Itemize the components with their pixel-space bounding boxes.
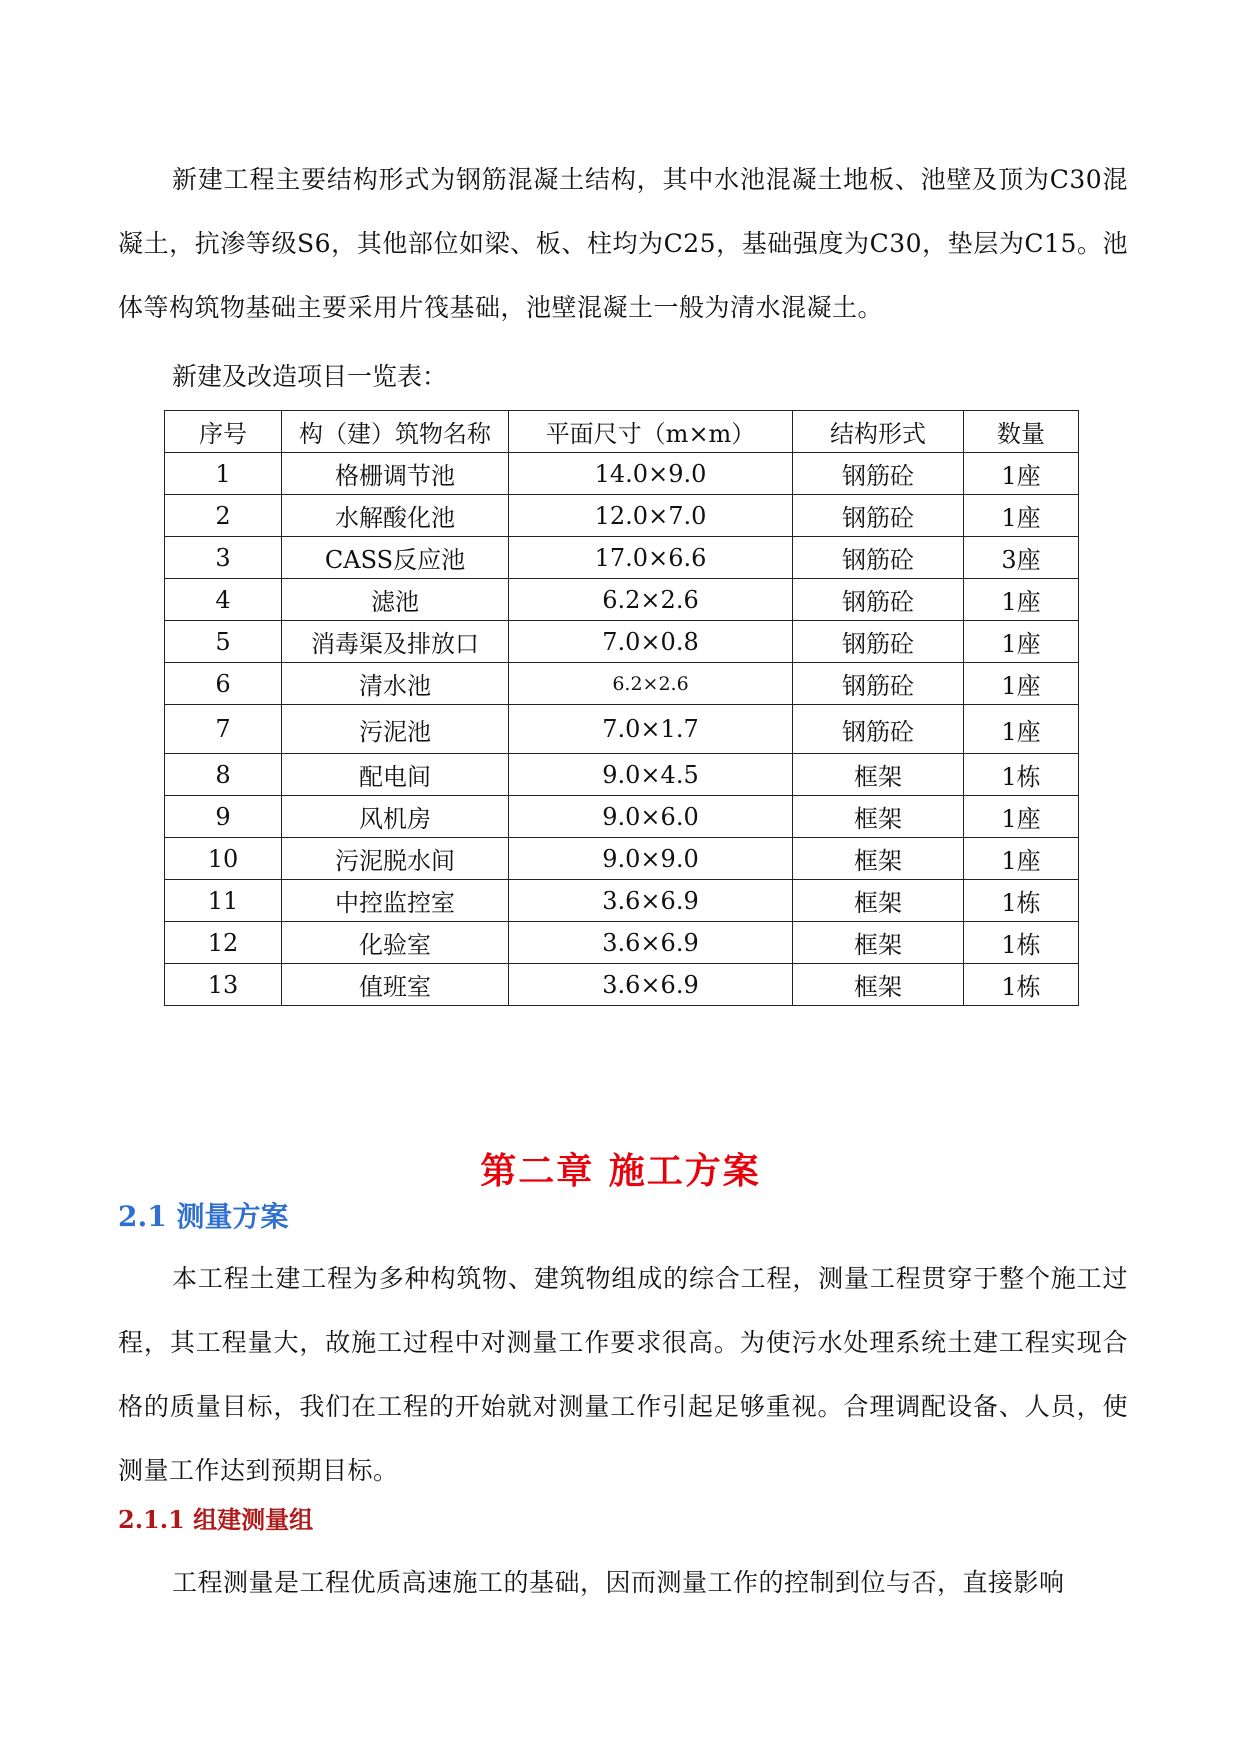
cell-name: 污泥池 [282, 705, 509, 754]
cell-size: 17.0×6.6 [509, 537, 793, 579]
cell-size: 14.0×9.0 [509, 453, 793, 495]
cell-name: CASS反应池 [282, 537, 509, 579]
cell-size: 3.6×6.9 [509, 922, 793, 964]
table-header-row [165, 411, 1079, 453]
cell-size: 9.0×9.0 [509, 838, 793, 880]
cell-structure: 框架 [793, 754, 964, 796]
cell-index: 9 [165, 796, 282, 838]
cell-index: 13 [165, 964, 282, 1006]
cell-size: 6.2×2.6 [509, 663, 793, 705]
table-row [165, 579, 1079, 621]
cell-name: 水解酸化池 [282, 495, 509, 537]
cell-name: 值班室 [282, 964, 509, 1006]
cell-structure: 框架 [793, 964, 964, 1006]
cell-structure: 框架 [793, 796, 964, 838]
table-caption: 新建及改造项目一览表： [172, 362, 448, 391]
cell-structure: 钢筋砼 [793, 663, 964, 705]
cell-quantity: 1栋 [964, 922, 1079, 964]
cell-index: 6 [165, 663, 282, 705]
cell-structure: 框架 [793, 838, 964, 880]
cell-quantity: 1栋 [964, 964, 1079, 1006]
project-table [164, 410, 1079, 1006]
table-row [165, 838, 1079, 880]
cell-index: 5 [165, 621, 282, 663]
cell-quantity: 1座 [964, 621, 1079, 663]
intro-paragraph: 新建工程主要结构形式为钢筋混凝土结构，其中水池混凝土地板、池壁及顶为C30混凝土，抗渗等级S6，其他部位如梁、板、柱均为C25，基础强度为C30，垫层为C15。池体等构筑物基础主要采用片筏基础，池壁混凝土一般为清水混凝土。 [118, 165, 1128, 322]
chapter-title: 第二章 施工方案 [480, 1150, 761, 1192]
cell-index: 11 [165, 880, 282, 922]
cell-structure: 钢筋砼 [793, 495, 964, 537]
section-2-1-1-paragraph: 工程测量是工程优质高速施工的基础，因而测量工作的控制到位与否，直接影响 [172, 1568, 1065, 1597]
cell-quantity: 1座 [964, 579, 1079, 621]
cell-structure: 框架 [793, 922, 964, 964]
cell-index: 12 [165, 922, 282, 964]
cell-structure: 钢筋砼 [793, 453, 964, 495]
cell-size: 3.6×6.9 [509, 880, 793, 922]
cell-quantity: 1座 [964, 705, 1079, 754]
cell-name: 化验室 [282, 922, 509, 964]
table-row [165, 453, 1079, 495]
cell-quantity: 1栋 [964, 754, 1079, 796]
cell-quantity: 3座 [964, 537, 1079, 579]
header-index: 序号 [165, 411, 282, 453]
table-row [165, 495, 1079, 537]
cell-structure: 钢筋砼 [793, 621, 964, 663]
cell-index: 1 [165, 453, 282, 495]
cell-structure: 框架 [793, 880, 964, 922]
header-structure: 结构形式 [793, 411, 964, 453]
cell-quantity: 1座 [964, 796, 1079, 838]
cell-name: 配电间 [282, 754, 509, 796]
cell-name: 消毒渠及排放口 [282, 621, 509, 663]
cell-size: 12.0×7.0 [509, 495, 793, 537]
cell-index: 3 [165, 537, 282, 579]
cell-name: 中控监控室 [282, 880, 509, 922]
table-row [165, 754, 1079, 796]
header-quantity: 数量 [964, 411, 1079, 453]
cell-index: 8 [165, 754, 282, 796]
cell-size: 9.0×4.5 [509, 754, 793, 796]
cell-quantity: 1座 [964, 663, 1079, 705]
cell-structure: 钢筋砼 [793, 537, 964, 579]
cell-structure: 钢筋砼 [793, 705, 964, 754]
cell-name: 滤池 [282, 579, 509, 621]
cell-size: 3.6×6.9 [509, 964, 793, 1006]
table-row [165, 663, 1079, 705]
table-row [165, 964, 1079, 1006]
section-heading-2-1: 2.1 测量方案 [118, 1200, 289, 1233]
table-row [165, 880, 1079, 922]
section-heading-2-1-1: 2.1.1 组建测量组 [118, 1505, 314, 1534]
cell-name: 风机房 [282, 796, 509, 838]
cell-quantity: 1栋 [964, 880, 1079, 922]
cell-index: 10 [165, 838, 282, 880]
cell-name: 污泥脱水间 [282, 838, 509, 880]
cell-index: 7 [165, 705, 282, 754]
cell-size: 9.0×6.0 [509, 796, 793, 838]
cell-structure: 钢筋砼 [793, 579, 964, 621]
cell-size: 7.0×0.8 [509, 621, 793, 663]
table-row [165, 796, 1079, 838]
cell-index: 2 [165, 495, 282, 537]
section-2-1-paragraph: 本工程土建工程为多种构筑物、建筑物组成的综合工程，测量工程贯穿于整个施工过程，其工程量大，故施工过程中对测量工作要求很高。为使污水处理系统土建工程实现合格的质量目标，我们在工程的开始就对测量工作引起足够重视。合理调配设备、人员，使测量工作达到预期目标。 [118, 1264, 1128, 1485]
table-row [165, 922, 1079, 964]
table-row [165, 621, 1079, 663]
table-row [165, 537, 1079, 579]
header-name: 构（建）筑物名称 [282, 411, 509, 453]
cell-size: 7.0×1.7 [509, 705, 793, 754]
cell-quantity: 1座 [964, 838, 1079, 880]
cell-name: 清水池 [282, 663, 509, 705]
table-row [165, 705, 1079, 754]
cell-name: 格栅调节池 [282, 453, 509, 495]
header-size: 平面尺寸（m×m） [509, 411, 793, 453]
cell-quantity: 1座 [964, 495, 1079, 537]
cell-quantity: 1座 [964, 453, 1079, 495]
cell-size: 6.2×2.6 [509, 579, 793, 621]
cell-index: 4 [165, 579, 282, 621]
